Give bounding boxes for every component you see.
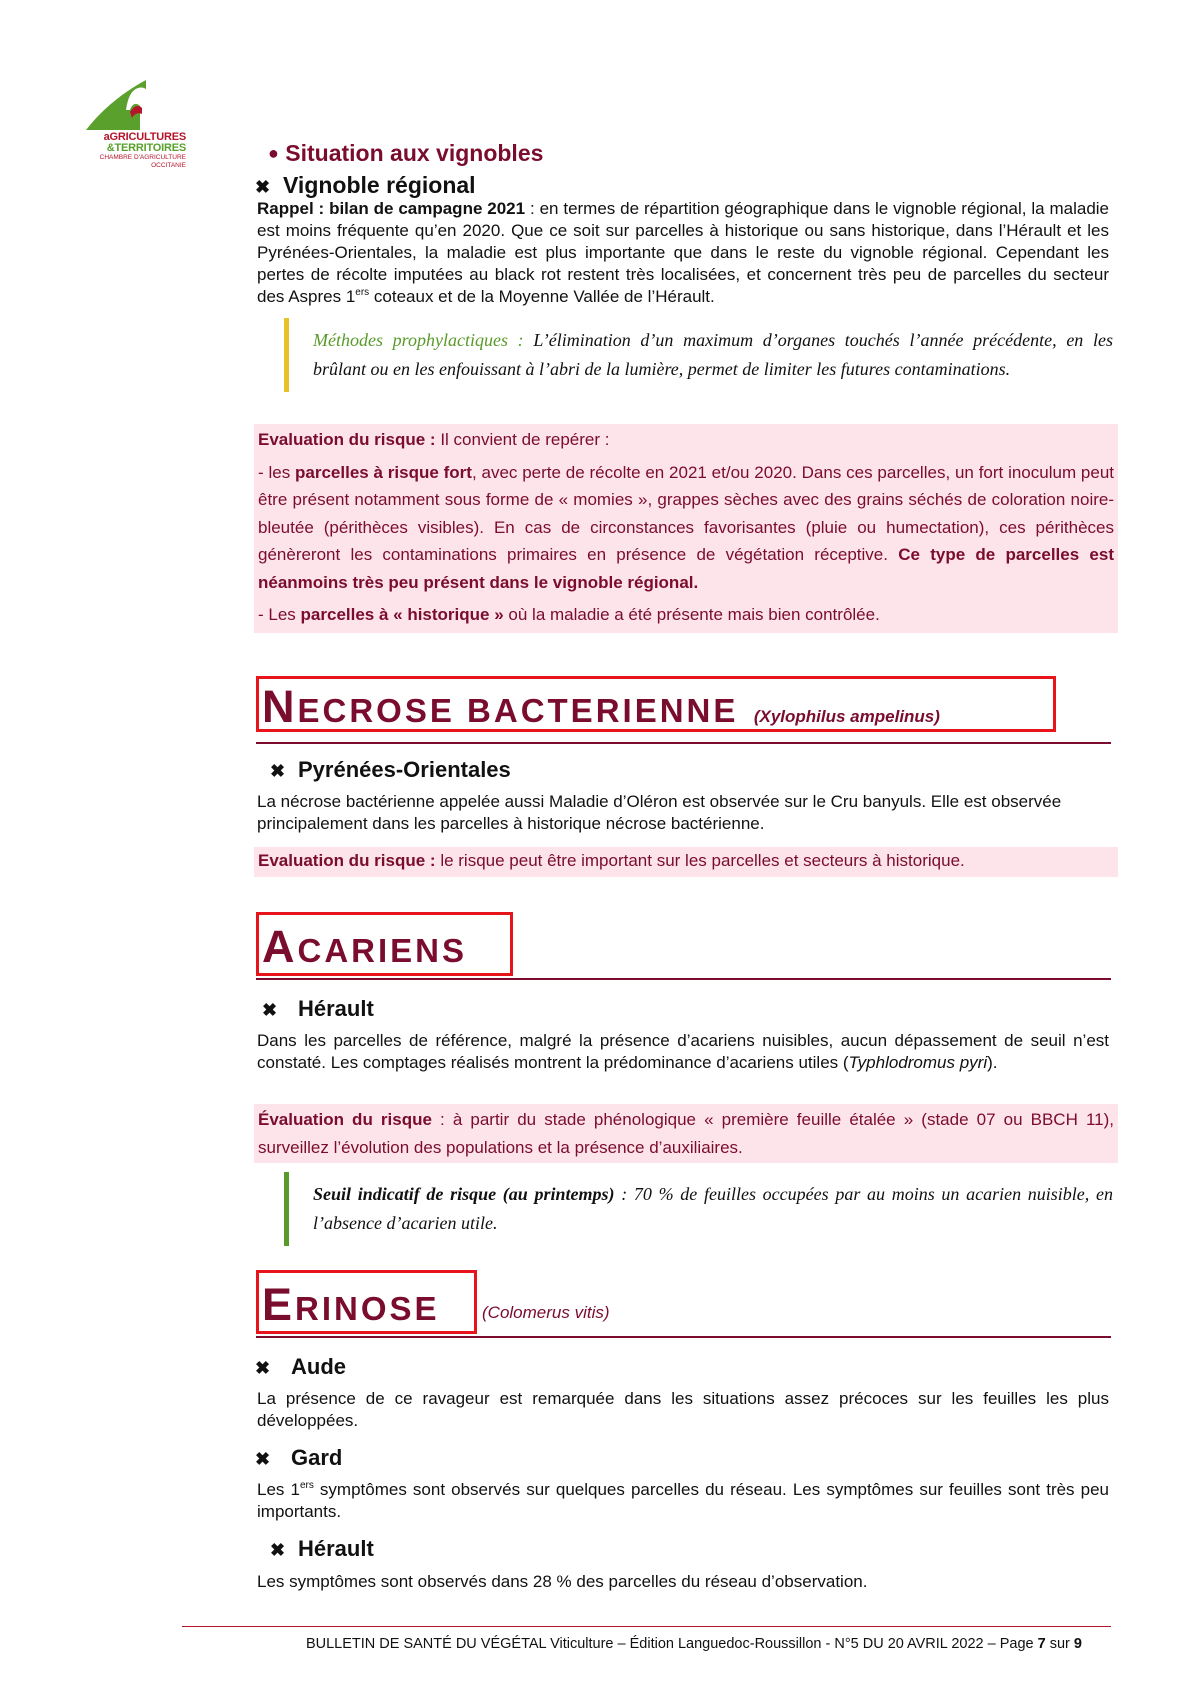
footer-total-pages: 9	[1073, 1636, 1082, 1652]
logo-line-2: &TERRITOIRES	[106, 142, 186, 154]
gard-paragraph: Les 1ers symptômes sont observés sur quelques parcelles du réseau. Les symptômes sur feuilles sont très peu importants.	[257, 1480, 1109, 1521]
herault-subheading: ✖ Hérault	[270, 1536, 374, 1561]
logo-line-1: aGRICULTURES	[103, 131, 186, 143]
cross-icon: ✖	[262, 1000, 278, 1020]
gard-subheading: ✖ Gard	[255, 1445, 343, 1470]
aude-subheading: ✖ Aude	[255, 1354, 346, 1379]
necrose-latin: (Xylophilus ampelinus)	[753, 707, 940, 726]
methodes-quote: Méthodes prophylactiques : L’élimination d’un maximum d’organes touchés l’année précédente, en les brûlant ou en les enfouissant à l’abri de la lumière, permet de limiter les futures contaminations.	[284, 318, 1113, 392]
necrose-title-cap: N	[262, 681, 298, 732]
rappel-paragraph: Rappel : bilan de campagne 2021 : en termes de répartition géographique dans le vignoble régional, la maladie est moins fréquente qu’en 2020. Que ce soit sur parcelles à historique ou sans historique, dans l’Hérault et les Pyrénées-Orientales, la maladie est plus importante que dans le reste du vignoble régional. Cependant les pertes de récolte imputées au black rot restent très localisées, et concernent très peu de parcelles du secteur des Aspres 1ers coteaux et de la Moyenne Vallée de l’Hérault.	[257, 199, 1110, 306]
vignoble-subheading: ✖ Vignoble régional	[255, 172, 476, 198]
cross-icon: ✖	[255, 1358, 271, 1378]
acariens-subheading: ✖ Hérault	[262, 996, 374, 1021]
cross-icon: ✖	[270, 761, 286, 781]
acariens-title-cap: A	[262, 921, 298, 972]
chamber-logo	[86, 76, 196, 170]
vignoble-risk-box: Evaluation du risque : Il convient de repérer : - les parcelles à risque fort, avec perte de récolte en 2021 et/ou 2020. Dans ces parcelles, un fort inoculum peut être présent notamment sous forme de « momies », grappes sèches avec des grains séchés de coloration noire-bleutée (périthèces visibles). En cas de circonstances favorisantes (pluie ou humectation), ces périthèces génèreront les contaminations primaires en présence de végétation réceptive. Ce type de parcelles est néanmoins très peu présent dans le vignoble régional. - Les parcelles à « historique » où la maladie a été présente mais bien contrôlée.	[254, 424, 1118, 633]
cross-icon: ✖	[270, 1540, 286, 1560]
necrose-subheading: ✖ Pyrénées-Orientales	[270, 757, 511, 782]
logo-line-3: CHAMBRE D'AGRICULTURE	[99, 154, 186, 161]
erinose-rule	[256, 1336, 1111, 1338]
logo-mark-icon	[80, 76, 190, 132]
necrose-title-box	[256, 676, 1056, 732]
cross-icon: ✖	[255, 1449, 271, 1469]
acariens-title-box	[256, 912, 513, 976]
footer-page-number: 7	[1037, 1636, 1046, 1652]
necrose-paragraph: La nécrose bactérienne appelée aussi Maladie d’Oléron est observée sur le Cru banyuls. Elle est observée principalement dans les parcelles à historique nécrose bactérienne.	[257, 792, 1062, 833]
acariens-risk-box: Évaluation du risque : à partir du stade phénologique « première feuille étalée » (stade 07 ou BBCH 11), surveillez l’évolution des populations et la présence d’auxiliaires.	[254, 1104, 1118, 1163]
necrose-risk-box: Evaluation du risque : le risque peut être important sur les parcelles et secteurs à historique.	[254, 847, 1118, 877]
seuil-quote: Seuil indicatif de risque (au printemps) : 70 % de feuilles occupées par au moins un acarien nuisible, en l’absence d’acarien utile.	[284, 1172, 1113, 1246]
footer: BULLETIN DE SANTÉ DU VÉGÉTAL Viticulture – Édition Languedoc-Roussillon - N°5 DU 20 AVRIL 2022 – Page 7 sur 9	[305, 1636, 1082, 1652]
cross-icon: ✖	[255, 177, 271, 197]
necrose-title: ECROSE BACTERIENNE	[297, 692, 739, 729]
situation-heading: ● Situation aux vignobles	[268, 140, 544, 166]
erinose-title-box	[256, 1270, 477, 1334]
herault-paragraph: Les symptômes sont observés dans 28 % des parcelles du réseau d’observation.	[257, 1572, 868, 1591]
footer-rule	[182, 1626, 1111, 1627]
bullet-icon: ●	[268, 143, 279, 163]
acariens-paragraph: Dans les parcelles de référence, malgré la présence d’acariens nuisibles, aucun dépassement de seuil n’est constaté. Les comptages réalisés montrent la prédominance d’acariens utiles (Typhlodromus pyri).	[257, 1031, 1109, 1072]
erinose-title: RINOSE	[295, 1290, 440, 1327]
erinose-latin: (Colomerus vitis)	[482, 1303, 610, 1322]
logo-line-4: OCCITANIE	[151, 162, 186, 169]
acariens-rule	[256, 978, 1111, 980]
acariens-title: CARIENS	[297, 932, 468, 969]
necrose-rule	[256, 742, 1111, 744]
erinose-title-cap: E	[262, 1279, 296, 1330]
aude-paragraph: La présence de ce ravageur est remarquée dans les situations assez précoces sur les feuilles les plus développées.	[257, 1389, 1109, 1430]
